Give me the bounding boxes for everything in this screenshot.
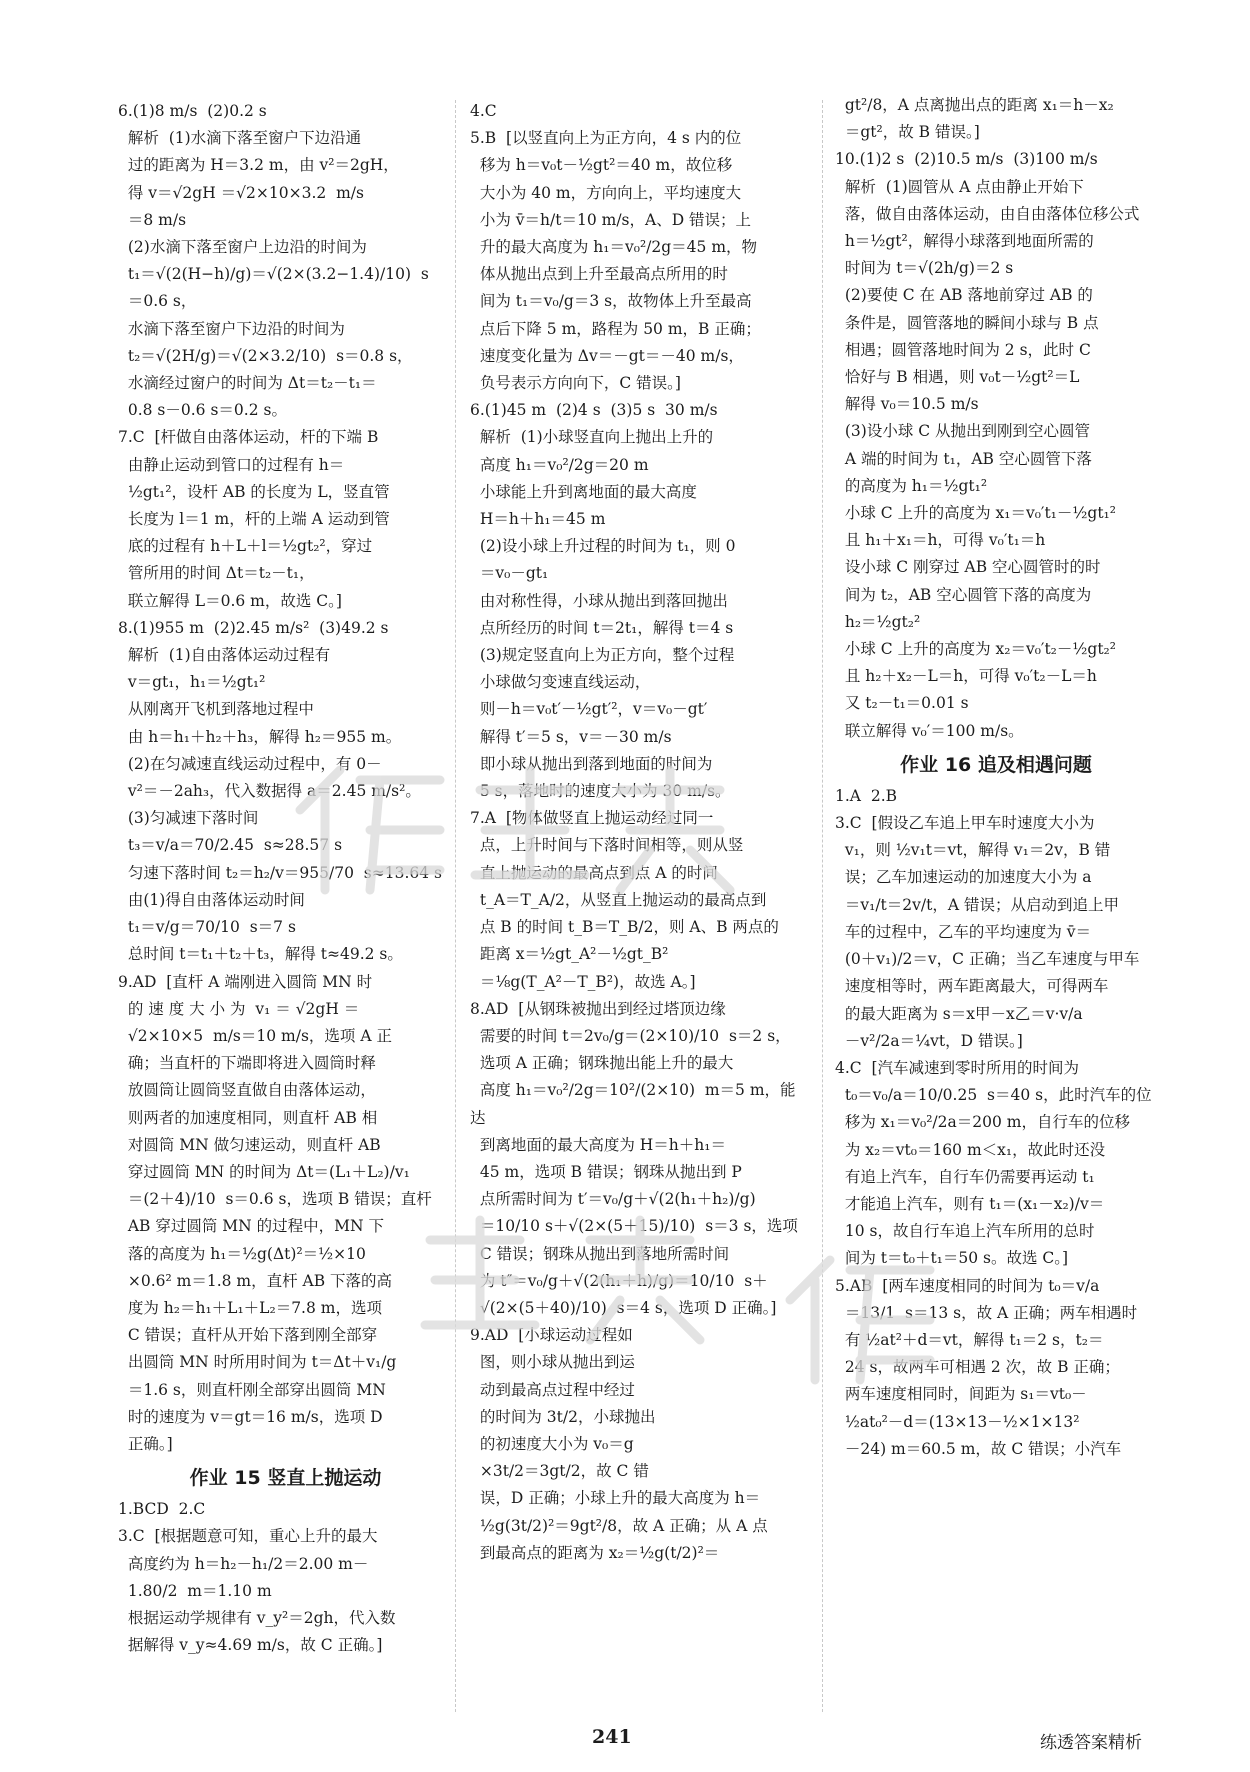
answer-line: 解得 v₀＝10.5 m/s: [835, 395, 979, 414]
answer-line: ＝gt²，故 B 错误。]: [835, 123, 980, 142]
answer-line: t_A＝T_A/2，从竖直上抛运动的最高点到: [470, 890, 767, 909]
answer-line: 间为 t₁＝v₀/g＝3 s，故物体上升至最高: [470, 292, 752, 311]
answer-line: 5.B [以竖直向上为正方向，4 s 内的位: [470, 129, 742, 148]
answer-line: 根据运动学规律有 v_y²＝2gh，代入数: [118, 1608, 396, 1627]
answer-line: C 错误；直杆从开始下落到刚全部穿: [118, 1326, 378, 1345]
answer-line: 总时间 t＝t₁＋t₂＋t₃，解得 t≈49.2 s。: [118, 945, 403, 964]
answer-line: (3)匀减速下落时间: [118, 809, 259, 828]
answer-line: (2)设小球上升过程的时间为 t₁，则 0: [470, 537, 736, 556]
answer-line: 7.A [物体做竖直上抛运动经过同一: [470, 809, 714, 828]
answer-line: 的时间为 3t/2，小球抛出: [470, 1407, 656, 1426]
answer-line: 得 v＝√2gH ＝√2×10×3.2 m/s: [118, 183, 364, 202]
answer-line: 则两者的加速度相同，则直杆 AB 相: [118, 1108, 378, 1127]
answer-line: 即小球从抛出到落到地面的时间为: [470, 754, 713, 773]
answer-line: H＝h＋h₁＝45 m: [470, 510, 606, 529]
answer-line: 正确。]: [118, 1434, 173, 1453]
answer-line: ＝13/1 s＝13 s，故 A 正确；两车相遇时: [835, 1303, 1138, 1322]
answer-line: 解析 (1)小球竖直向上抛出上升的: [470, 428, 714, 447]
page-number: 241: [592, 1726, 632, 1748]
answer-line: 高度约为 h＝h₂－h₁/2＝2.00 m－: [118, 1554, 369, 1573]
answer-line: AB 穿过圆筒 MN 的过程中，MN 下: [118, 1217, 385, 1236]
answer-line: 的高度为 h₁＝½gt₁²: [835, 476, 988, 495]
answer-line: ＝0.6 s，: [118, 292, 197, 311]
answer-line: 小球 C 上升的高度为 x₁＝v₀′t₁－½gt₁²: [835, 504, 1116, 523]
answer-line: (0＋v₁)/2＝v，C 正确；当乙车速度与甲车: [835, 950, 1140, 969]
answer-line: ×3t/2＝3gt/2，故 C 错: [470, 1462, 649, 1481]
answer-line: 10.(1)2 s (2)10.5 m/s (3)100 m/s: [835, 150, 1098, 169]
footer-label: 练透答案精析: [1040, 1733, 1142, 1753]
answer-line: 车的过程中，乙车的平均速度为 v̄＝: [835, 922, 1092, 941]
answer-line: h₂＝½gt₂²: [835, 612, 921, 631]
answer-line: 误，D 正确；小球上升的最大高度为 h＝: [470, 1489, 761, 1508]
answer-line: 点所经历的时间 t＝2t₁，解得 t＝4 s: [470, 618, 734, 637]
answer-line: ＝v₀－gt₁: [470, 564, 549, 583]
answer-line: 大小为 40 m，方向向上，平均速度大: [470, 183, 742, 202]
answer-line: 匀速下落时间 t₂＝h₂/v＝955/70 s≈13.64 s: [118, 863, 442, 882]
answer-line: 1.80/2 m＝1.10 m: [118, 1581, 272, 1600]
answer-line: 0.8 s－0.6 s＝0.2 s。: [118, 401, 287, 420]
answer-line: 且 h₁＋x₁＝h，可得 v₀′t₁＝h: [835, 531, 1046, 550]
answer-line: 升的最大高度为 h₁＝v₀²/2g＝45 m，物: [470, 238, 758, 257]
answer-line: 体从抛出点到上升至最高点所用的时: [470, 265, 728, 284]
answer-line: t₁＝√(2(H−h)/g)＝√(2×(3.2−1.4)/10) s: [118, 265, 429, 284]
answer-line: 为 x₂＝vt₀＝160 m＜x₁，故此时还没: [835, 1140, 1106, 1159]
answer-line: 解析 (1)自由落体运动过程有: [118, 646, 331, 665]
answer-line: ½gt₁²，设杆 AB 的长度为 L，竖直管: [118, 482, 390, 501]
answer-line: 的初速度大小为 v₀＝g: [470, 1434, 634, 1453]
answer-line: ＝1.6 s，则直杆刚全部穿出圆筒 MN: [118, 1380, 386, 1399]
answer-line: 确；当直杆的下端即将进入圆筒时释: [118, 1054, 376, 1073]
answer-line: (2)水滴下落至窗户上边沿的时间为: [118, 238, 367, 257]
answer-line: 条件是，圆管落地的瞬间小球与 B 点: [835, 313, 1099, 332]
answer-line: 时的速度为 v＝gt＝16 m/s，选项 D: [118, 1407, 383, 1426]
answer-line: 解析 (1)圆管从 A 点由静止开始下: [835, 177, 1084, 196]
answer-line: 4.C: [470, 102, 497, 120]
answer-line: 1.A 2.B: [835, 786, 898, 805]
answer-line: 点所需时间为 t′＝v₀/g＋√(2(h₁＋h₂)/g): [470, 1190, 756, 1209]
answer-line: C 错误；钢珠从抛出到落地所需时间: [470, 1244, 730, 1263]
answer-line: 水滴经过窗户的时间为 Δt＝t₂－t₁＝: [118, 374, 377, 393]
answer-line: 3.C [根据题意可知，重心上升的最大: [118, 1527, 378, 1546]
column-divider: [822, 100, 823, 1712]
answer-line: 移为 x₁＝v₀²/2a＝200 m，自行车的位移: [835, 1113, 1130, 1132]
answer-line: 1.BCD 2.C: [118, 1500, 206, 1519]
answer-line: 9.AD [直杆 A 端刚进入圆筒 MN 时: [118, 972, 373, 991]
answer-line: 8.(1)955 m (2)2.45 m/s² (3)49.2 s: [118, 618, 389, 637]
answer-line: 小为 v̄＝h/t＝10 m/s，A、D 错误；上: [470, 210, 752, 229]
answer-line: ＝(2＋4)/10 s＝0.6 s，选项 B 错误；直杆: [118, 1190, 432, 1209]
answer-line: 出圆筒 MN 时所用时间为 t＝Δt＋v₁/g: [118, 1353, 397, 1372]
answer-line: ½g(3t/2)²＝9gt²/8，故 A 正确；从 A 点: [470, 1516, 768, 1535]
answer-line: 管所用的时间 Δt＝t₂－t₁，: [118, 564, 315, 583]
answer-line: 由(1)得自由落体运动时间: [118, 890, 305, 909]
answer-line: 底的过程有 h＋L＋l＝½gt₂²，穿过: [118, 537, 373, 556]
answer-line: 则－h＝v₀t′－½gt′²，v＝v₀－gt′: [470, 700, 708, 719]
answer-line: v²＝－2ah₃，代入数据得 a＝2.45 m/s²。: [118, 782, 421, 801]
answer-line: v₁，则 ½v₁t＝vt，解得 v₁＝2v，B 错: [835, 841, 1111, 860]
answer-line: 解得 t′＝5 s，v＝－30 m/s: [470, 727, 672, 746]
answer-line: 6.(1)8 m/s (2)0.2 s: [118, 102, 267, 120]
answer-line: 3.C [假设乙车追上甲车时速度大小为: [835, 814, 1095, 833]
answer-line: 5 s，落地时的速度大小为 30 m/s。: [470, 782, 731, 801]
answer-line: (3)设小球 C 从抛出到刚到空心圆管: [835, 422, 1091, 441]
answer-line: √2×10×5 m/s＝10 m/s，选项 A 正: [118, 1026, 392, 1045]
answer-line: 需要的时间 t＝2v₀/g＝(2×10)/10 s＝2 s，: [470, 1026, 791, 1045]
answer-line: 小球能上升到离地面的最大高度: [470, 482, 697, 501]
answer-line: 点 B 的时间 t_B＝T_B/2，则 A、B 两点的: [470, 918, 779, 937]
answer-line: 长度为 l＝1 m，杆的上端 A 运动到管: [118, 510, 390, 529]
answer-line: 距离 x＝½gt_A²－½gt_B²: [470, 945, 669, 964]
answer-line: t₀＝v₀/a＝10/0.25 s＝40 s，此时汽车的位: [835, 1086, 1152, 1105]
answer-line: 选项 A 正确；钢珠抛出能上升的最大: [470, 1054, 734, 1073]
answer-line: 水滴下落至窗户下边沿的时间为: [118, 319, 345, 338]
answer-line: ＝⅛g(T_A²－T_B²)，故选 A。]: [470, 972, 696, 991]
answer-line: 间为 t＝t₀＋t₁＝50 s。故选 C。]: [835, 1249, 1069, 1268]
answer-line: 两车速度相同时，间距为 s₁＝vt₀－: [835, 1385, 1087, 1404]
answer-line: 时间为 t＝√(2h/g)＝2 s: [835, 259, 1014, 278]
answer-line: 放圆筒让圆筒竖直做自由落体运动，: [118, 1081, 376, 1100]
answer-line: 的 速 度 大 小 为 v₁ ＝ √2gH ＝: [118, 999, 360, 1018]
answer-line: ×0.6² m＝1.8 m，直杆 AB 下落的高: [118, 1271, 393, 1290]
answer-line: 到最高点的距离为 x₂＝½g(t/2)²＝: [470, 1543, 720, 1562]
answer-line: 解析 (1)水滴下落至窗户下边沿通: [118, 129, 362, 148]
answer-line: A 端的时间为 t₁，AB 空心圆管下落: [835, 449, 1092, 468]
answer-line: 6.(1)45 m (2)4 s (3)5 s 30 m/s: [470, 401, 718, 420]
answer-line: 落的高度为 h₁＝½g(Δt)²＝½×10: [118, 1244, 366, 1263]
answer-line: 且 h₂＋x₂－L＝h，可得 v₀′t₂－L＝h: [835, 667, 1097, 686]
answer-line: 8.AD [从钢珠被抛出到经过塔顶边缘: [470, 999, 726, 1018]
answer-line: 移为 h＝v₀t－½gt²＝40 m，故位移: [470, 156, 733, 175]
answer-line: 由 h＝h₁＋h₂＋h₃，解得 h₂＝955 m。: [118, 727, 402, 746]
answer-line: 小球 C 上升的高度为 x₂＝v₀′t₂－½gt₂²: [835, 640, 1116, 659]
answer-line: ＝8 m/s: [118, 210, 187, 229]
answer-line: 速度相等时，两车距离最大，可得两车: [835, 977, 1109, 996]
answer-line: 9.AD [小球运动过程如: [470, 1326, 633, 1345]
answer-line: 图，则小球从抛出到运: [470, 1353, 635, 1372]
answer-line: (3)规定竖直向上为正方向，整个过程: [470, 646, 735, 665]
answer-column-3: [835, 92, 1157, 1463]
answer-line: ＝v₁/t＝2v/t，A 错误；从启动到追上甲: [835, 895, 1119, 914]
answer-line: (2)在匀减速直线运动过程中，有 0－: [118, 754, 382, 773]
answer-line: 过的距离为 H＝3.2 m，由 v²＝2gH，: [118, 156, 399, 175]
answer-line: 5.AB [两车速度相同的时间为 t₀＝v/a: [835, 1276, 1100, 1295]
answer-line: 落，做自由落体运动，由自由落体位移公式: [835, 204, 1140, 223]
answer-line: t₂＝√(2H/g)＝√(2×3.2/10) s＝0.8 s，: [118, 346, 413, 365]
answer-line: (2)要使 C 在 AB 落地前穿过 AB 的: [835, 286, 1093, 305]
answer-column-1: [118, 98, 443, 1659]
answer-line: 由静止运动到管口的过程有 h＝: [118, 455, 345, 474]
answer-line: 高度 h₁＝v₀²/2g＝10²/(2×10) m＝5 m，能达: [470, 1081, 796, 1127]
answer-line: 设小球 C 刚穿过 AB 空心圆管时的时: [835, 558, 1101, 577]
answer-column-2: [470, 98, 810, 1567]
answer-line: 间为 t₂，AB 空心圆管下落的高度为: [835, 585, 1092, 604]
answer-line: h＝½gt²，解得小球落到地面所需的: [835, 232, 1094, 251]
answer-line: 联立解得 v₀′＝100 m/s。: [835, 721, 1024, 740]
answer-line: 的最大距离为 s＝x甲－x乙＝v·v/a: [835, 1004, 1083, 1023]
answer-line: 穿过圆筒 MN 的时间为 Δt＝(L₁＋L₂)/v₁: [118, 1162, 410, 1181]
answer-line: 据解得 v_y≈4.69 m/s，故 C 正确。]: [118, 1636, 383, 1655]
answer-line: 有追上汽车，自行车仍需要再运动 t₁: [835, 1167, 1095, 1186]
answer-line: 又 t₂－t₁＝0.01 s: [835, 694, 969, 713]
answer-line: 负号表示方向向下，C 错误。]: [470, 374, 681, 393]
answer-line: 点后下降 5 m，路程为 50 m，B 正确；: [470, 319, 761, 338]
answer-line: 恰好与 B 相遇，则 v₀t－½gt²＝L: [835, 368, 1080, 387]
answer-line: 才能追上汽车，则有 t₁＝(x₁－x₂)/v＝: [835, 1194, 1105, 1213]
section-title: 作业 15 竖直上抛运动: [189, 1467, 382, 1490]
answer-line: 动到最高点过程中经过: [470, 1380, 635, 1399]
answer-line: 对圆筒 MN 做匀速运动，则直杆 AB: [118, 1135, 381, 1154]
answer-line: ＝10/10 s＋√(2×(5＋15)/10) s＝3 s，选项: [470, 1217, 798, 1236]
answer-line: 24 s，故两车可相遇 2 次，故 B 正确；: [835, 1358, 1120, 1377]
answer-line: 10 s，故自行车追上汽车所用的总时: [835, 1222, 1095, 1241]
answer-line: 为 t″＝v₀/g＋√(2(h₁＋h)/g)＝10/10 s＋: [470, 1271, 768, 1290]
answer-line: 误；乙车加速运动的加速度大小为 a: [835, 868, 1092, 887]
answer-line: 速度变化量为 Δv＝－gt＝－40 m/s，: [470, 346, 744, 365]
answer-line: v＝gt₁，h₁＝½gt₁²: [118, 673, 266, 692]
answer-line: 相遇；圆管落地时间为 2 s，此时 C: [835, 340, 1091, 359]
answer-line: 有 ½at²＋d＝vt，解得 t₁＝2 s，t₂＝: [835, 1330, 1104, 1349]
section-title: 作业 16 追及相遇问题: [900, 753, 1092, 776]
answer-line: 高度 h₁＝v₀²/2g＝20 m: [470, 455, 649, 474]
answer-line: t₃＝v/a＝70/2.45 s≈28.57 s: [118, 836, 343, 855]
answer-line: ½at₀²－d＝(13×13－½×1×13²: [835, 1412, 1080, 1431]
answer-line: －v²/2a＝¼vt，D 错误。]: [835, 1031, 1023, 1050]
answer-line: gt²/8，A 点离抛出点的距离 x₁＝h－x₂: [835, 96, 1114, 114]
answer-line: 联立解得 L＝0.6 m，故选 C。]: [118, 591, 342, 610]
answer-line: 度为 h₂＝h₁＋L₁＋L₂＝7.8 m，选项: [118, 1298, 382, 1317]
answer-line: 直上抛运动的最高点到点 A 的时间: [470, 863, 718, 882]
answer-line: 7.C [杆做自由落体运动，杆的下端 B: [118, 428, 379, 447]
answer-line: －24) m＝60.5 m，故 C 错误；小汽车: [835, 1439, 1122, 1458]
answer-line: t₁＝v/g＝70/10 s＝7 s: [118, 918, 296, 937]
answer-line: 小球做匀变速直线运动，: [470, 673, 651, 692]
answer-line: 到离地面的最大高度为 H＝h＋h₁＝: [470, 1135, 726, 1154]
answer-line: 4.C [汽车减速到零时所用的时间为: [835, 1058, 1080, 1077]
column-divider: [455, 100, 456, 1712]
answer-line: 45 m，选项 B 错误；钢珠从抛出到 P: [470, 1162, 742, 1181]
answer-line: √(2×(5＋40)/10) s＝4 s，选项 D 正确。]: [470, 1298, 777, 1317]
answer-line: 从刚离开飞机到落地过程中: [118, 700, 314, 719]
answer-line: 由对称性得，小球从抛出到落回抛出: [470, 591, 728, 610]
answer-line: 点，上升时间与下落时间相等，则从竖: [470, 836, 744, 855]
